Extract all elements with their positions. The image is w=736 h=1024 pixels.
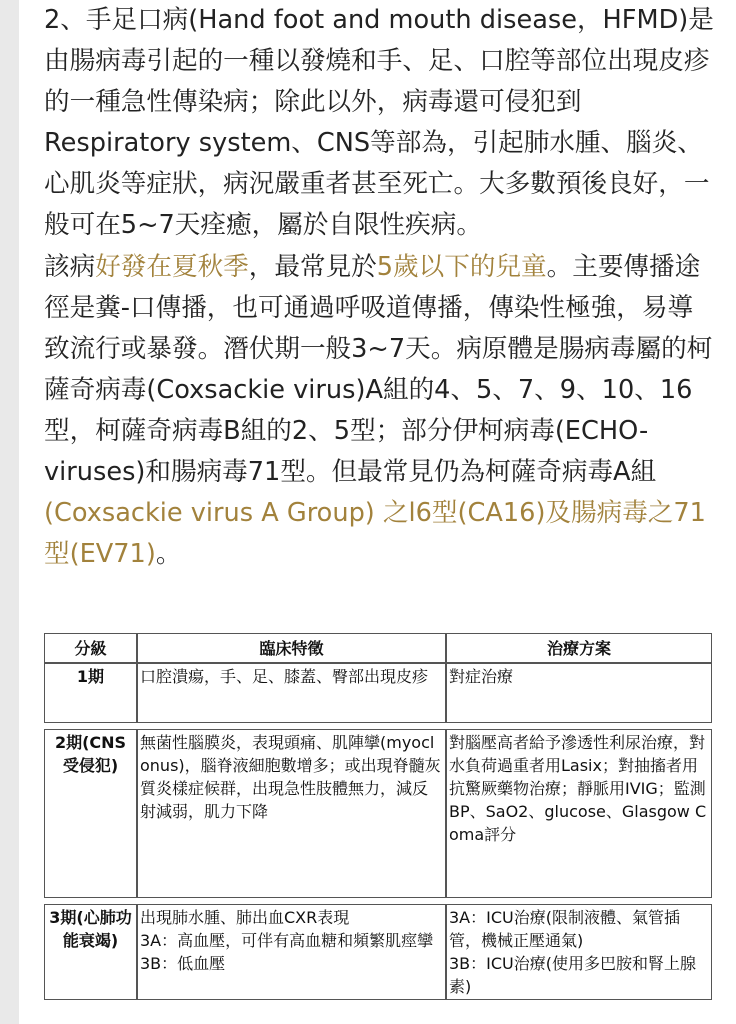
article-body — [44, 0, 714, 575]
clinical-line: 3A：高血壓，可伴有高血糖和頻繁肌痙攣 — [140, 931, 434, 950]
cell-treatment — [446, 904, 712, 1000]
staging-table — [44, 633, 712, 1000]
text-segment: 該病 — [44, 251, 96, 282]
cell-level: 1期 — [44, 663, 137, 723]
cell-treatment: 對腦壓高者給予滲透性利尿治療，對水負荷過重者用Lasix；對抽搐者用抗驚厥藥物治療；靜脈用IVIG；監測BP、SaO2、glucose、Glasgow Coma評分 — [446, 729, 712, 898]
header-grade: 分級 — [44, 633, 137, 663]
text-segment: 。 — [155, 539, 182, 570]
paragraph-epidemiology — [44, 247, 714, 576]
article-page — [19, 0, 736, 1024]
cell-clinical: 無菌性腦膜炎，表現頭痛、肌陣攣(myoclonus)，腦脊液細胞數增多；或出現脊髓灰質炎樣症候群，出現急性肢體無力，減反射減弱，肌力下降 — [137, 729, 446, 898]
header-treatment: 治療方案 — [446, 633, 712, 663]
text-segment: 。主要傳播途徑是糞-口傳播，也可通過呼吸道傳播，傳染性極強，易導致流行或暴發。潛伏期一般3~7天。病原體是腸病毒屬的柯薩奇病毒(Coxsackie virus)A組的4、5、7、9、10、16型，柯薩奇病毒B組的2、5型；部分伊柯病毒(ECHO-viruses)和腸病毒71型。但最常見仍為柯薩奇病毒A組 — [44, 251, 713, 488]
clinical-line: 出現肺水腫、肺出血CXR表現 — [140, 908, 350, 927]
cell-level: 2期(CNS受侵犯) — [44, 729, 137, 898]
treatment-line: 3A：ICU治療(限制液體、氣管插管，機械正壓通氣) — [449, 908, 680, 950]
header-clinical: 臨床特徵 — [137, 633, 446, 663]
highlight-serotypes: (Coxsackie virus A Group) 之l6型(CA16)及腸病毒之71型(EV71) — [44, 498, 706, 570]
cell-clinical — [137, 904, 446, 1000]
clinical-line: 3B：低血壓 — [140, 954, 226, 973]
table-row-stage-1 — [44, 663, 712, 723]
cell-level: 3期(心肺功能衰竭) — [44, 904, 137, 1000]
paragraph-hfmd-intro: 2、手足口病(Hand foot and mouth disease，HFMD)是由腸病毒引起的一種以發燒和手、足、口腔等部位出現皮疹的一種急性傳染病；除此以外，病毒還可侵犯到Respiratory system、CNS等部為，引起肺水腫、腦炎、心肌炎等症狀，病況嚴重者甚至死亡。大多數預後良好，一般可在5~7天痊癒，屬於自限性疾病。 — [44, 5, 714, 241]
highlight-season: 好發在夏秋季 — [95, 251, 249, 282]
table-header-row — [44, 633, 712, 663]
table-row-stage-3 — [44, 904, 712, 1000]
cell-treatment: 對症治療 — [446, 663, 712, 723]
highlight-age: 5歲以下的兒童 — [376, 251, 547, 282]
treatment-line: 3B：ICU治療(使用多巴胺和腎上腺素) — [449, 954, 697, 996]
cell-clinical: 口腔潰瘍，手、足、膝蓋、臀部出現皮疹 — [137, 663, 446, 723]
table-row-stage-2 — [44, 729, 712, 898]
text-segment: ，最常見於 — [248, 251, 377, 282]
